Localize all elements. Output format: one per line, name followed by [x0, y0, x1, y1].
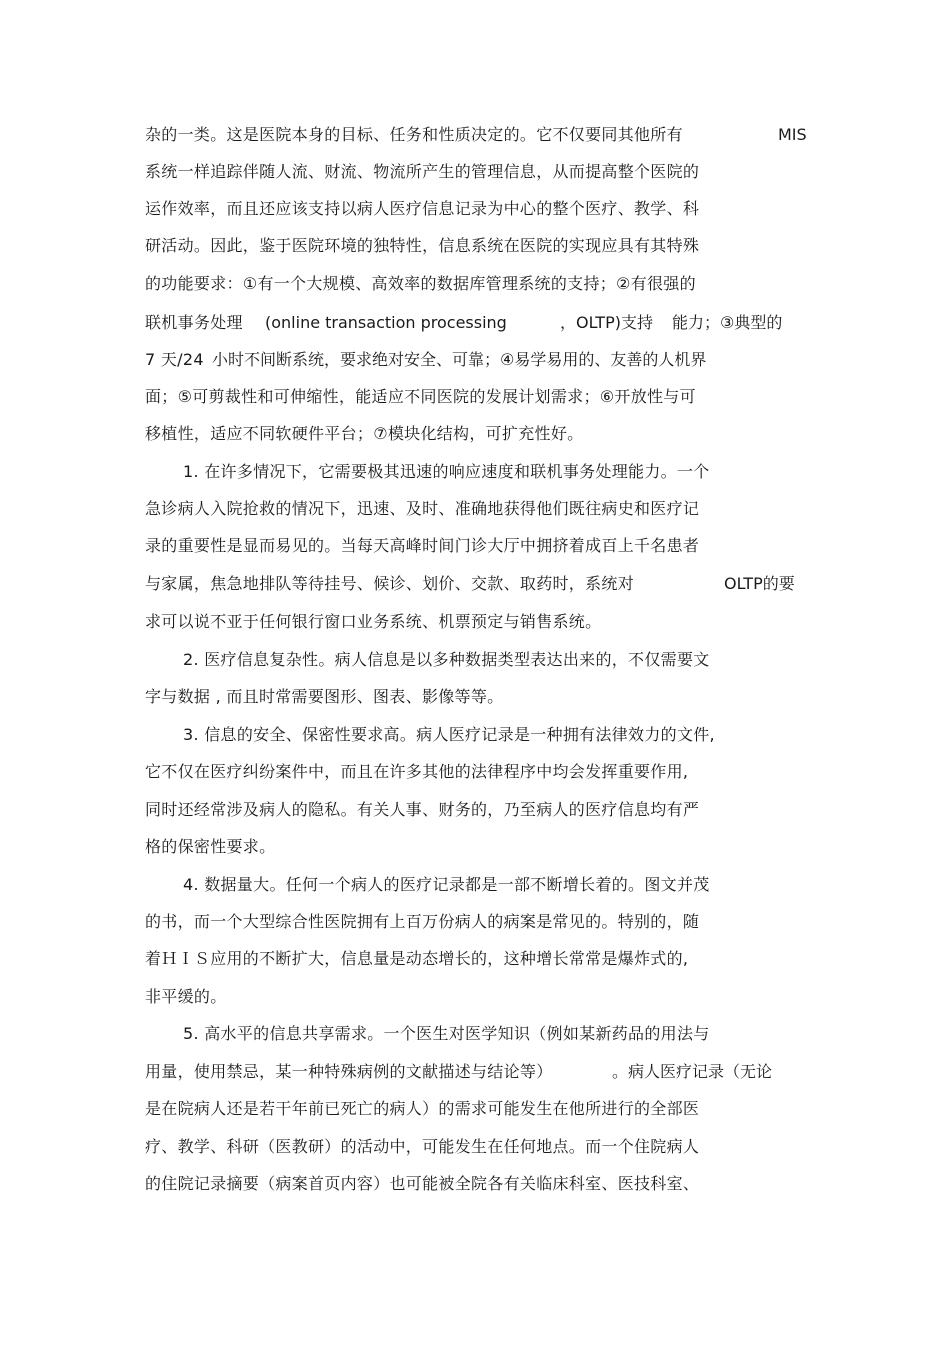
- text-line: 7 天/24: [145, 350, 204, 369]
- paragraph-start: 4. 数据量大。任何一个病人的医疗记录都是一部不断增长着的。图文并茂: [183, 875, 710, 894]
- text-line: 字与数据 , 而且时常需要图形、图表、影像等等。: [145, 687, 504, 706]
- text-line: 的书，而一个大型综合性医院拥有上百万份病人的病案是常见的。特别的，随: [145, 912, 700, 931]
- text-line: 与家属，焦急地排队等待挂号、候诊、划价、交款、取药时，系统对: [145, 574, 635, 593]
- paragraph-start: 1. 在许多情况下，它需要极其迅速的响应速度和联机事务处理能力。一个: [183, 462, 710, 481]
- text-line: 联机事务处理: [145, 313, 243, 332]
- text-line: 的住院记录摘要（病案首页内容）也可能被全院各有关临床科室、医技科室、: [145, 1174, 700, 1193]
- text-line: 非平缓的。: [145, 987, 227, 1006]
- text-line: 它不仅在医疗纠纷案件中，而且在许多其他的法律程序中均会发挥重要作用,: [145, 762, 689, 781]
- text-fragment: (online transaction processing: [265, 313, 507, 332]
- paragraph-start: 2. 医疗信息复杂性。病人信息是以多种数据类型表达出来的，不仅需要文: [183, 650, 710, 669]
- text-line: 着ＨＩＳ应用的不断扩大，信息量是动态增长的，这种增长常常是爆炸式的,: [145, 949, 689, 968]
- paragraph-start: 3. 信息的安全、保密性要求高。病人医疗记录是一种拥有法律效力的文件,: [183, 725, 715, 744]
- text-line: 录的重要性是显而易见的。当每天高峰时间门诊大厅中拥挤着成百上千名患者: [145, 536, 700, 555]
- text-fragment: 。病人医疗记录（无论: [612, 1062, 773, 1081]
- text-line: 运作效率，而且还应该支持以病人医疗信息记录为中心的整个医疗、教学、科: [145, 199, 700, 218]
- text-line: 急诊病人入院抢救的情况下，迅速、及时、准确地获得他们既往病史和医疗记: [145, 499, 700, 518]
- text-line: 面；⑤可剪裁性和可伸缩性，能适应不同医院的发展计划需求；⑥开放性与可: [145, 387, 696, 406]
- text-line: 疗、教学、科研（医教研）的活动中，可能发生在任何地点。而一个住院病人: [145, 1137, 700, 1156]
- text-fragment: 小时不间断系统，要求绝对安全、可靠；④易学易用的、友善的人机界: [212, 350, 707, 369]
- text-fragment: MIS: [778, 125, 807, 144]
- text-fragment: 能力；③典型的: [672, 313, 783, 332]
- text-fragment: ，OLTP)支持: [560, 313, 653, 332]
- text-fragment: OLTP的要: [724, 574, 795, 593]
- paragraph-start: 5. 高水平的信息共享需求。一个医生对医学知识（例如某新药品的用法与: [183, 1024, 710, 1043]
- text-line: 杂的一类。这是医院本身的目标、任务和性质决定的。它不仅要同其他所有: [145, 125, 683, 144]
- text-line: 同时还经常涉及病人的隐私。有关人事、财务的，乃至病人的医疗信息均有严: [145, 800, 700, 819]
- text-line: 用量，使用禁忌，某一种特殊病例的文献描述与结论等）: [145, 1062, 553, 1081]
- text-line: 移植性，适应不同软硬件平台；⑦模块化结构，可扩充性好。: [145, 424, 584, 443]
- text-line: 格的保密性要求。: [145, 837, 276, 856]
- text-line: 求可以说不亚于任何银行窗口业务系统、机票预定与销售系统。: [145, 612, 602, 631]
- text-line: 是在院病人还是若干年前已死亡的病人）的需求可能发生在他所进行的全部医: [145, 1099, 700, 1118]
- text-line: 系统一样追踪伴随人流、财流、物流所产生的管理信息，从而提高整个医院的: [145, 162, 700, 181]
- text-line: 研活动。因此，鉴于医院环境的独特性，信息系统在医院的实现应具有其特殊: [145, 236, 700, 255]
- text-line: 的功能要求：①有一个大规模、高效率的数据库管理系统的支持；②有很强的: [145, 274, 696, 293]
